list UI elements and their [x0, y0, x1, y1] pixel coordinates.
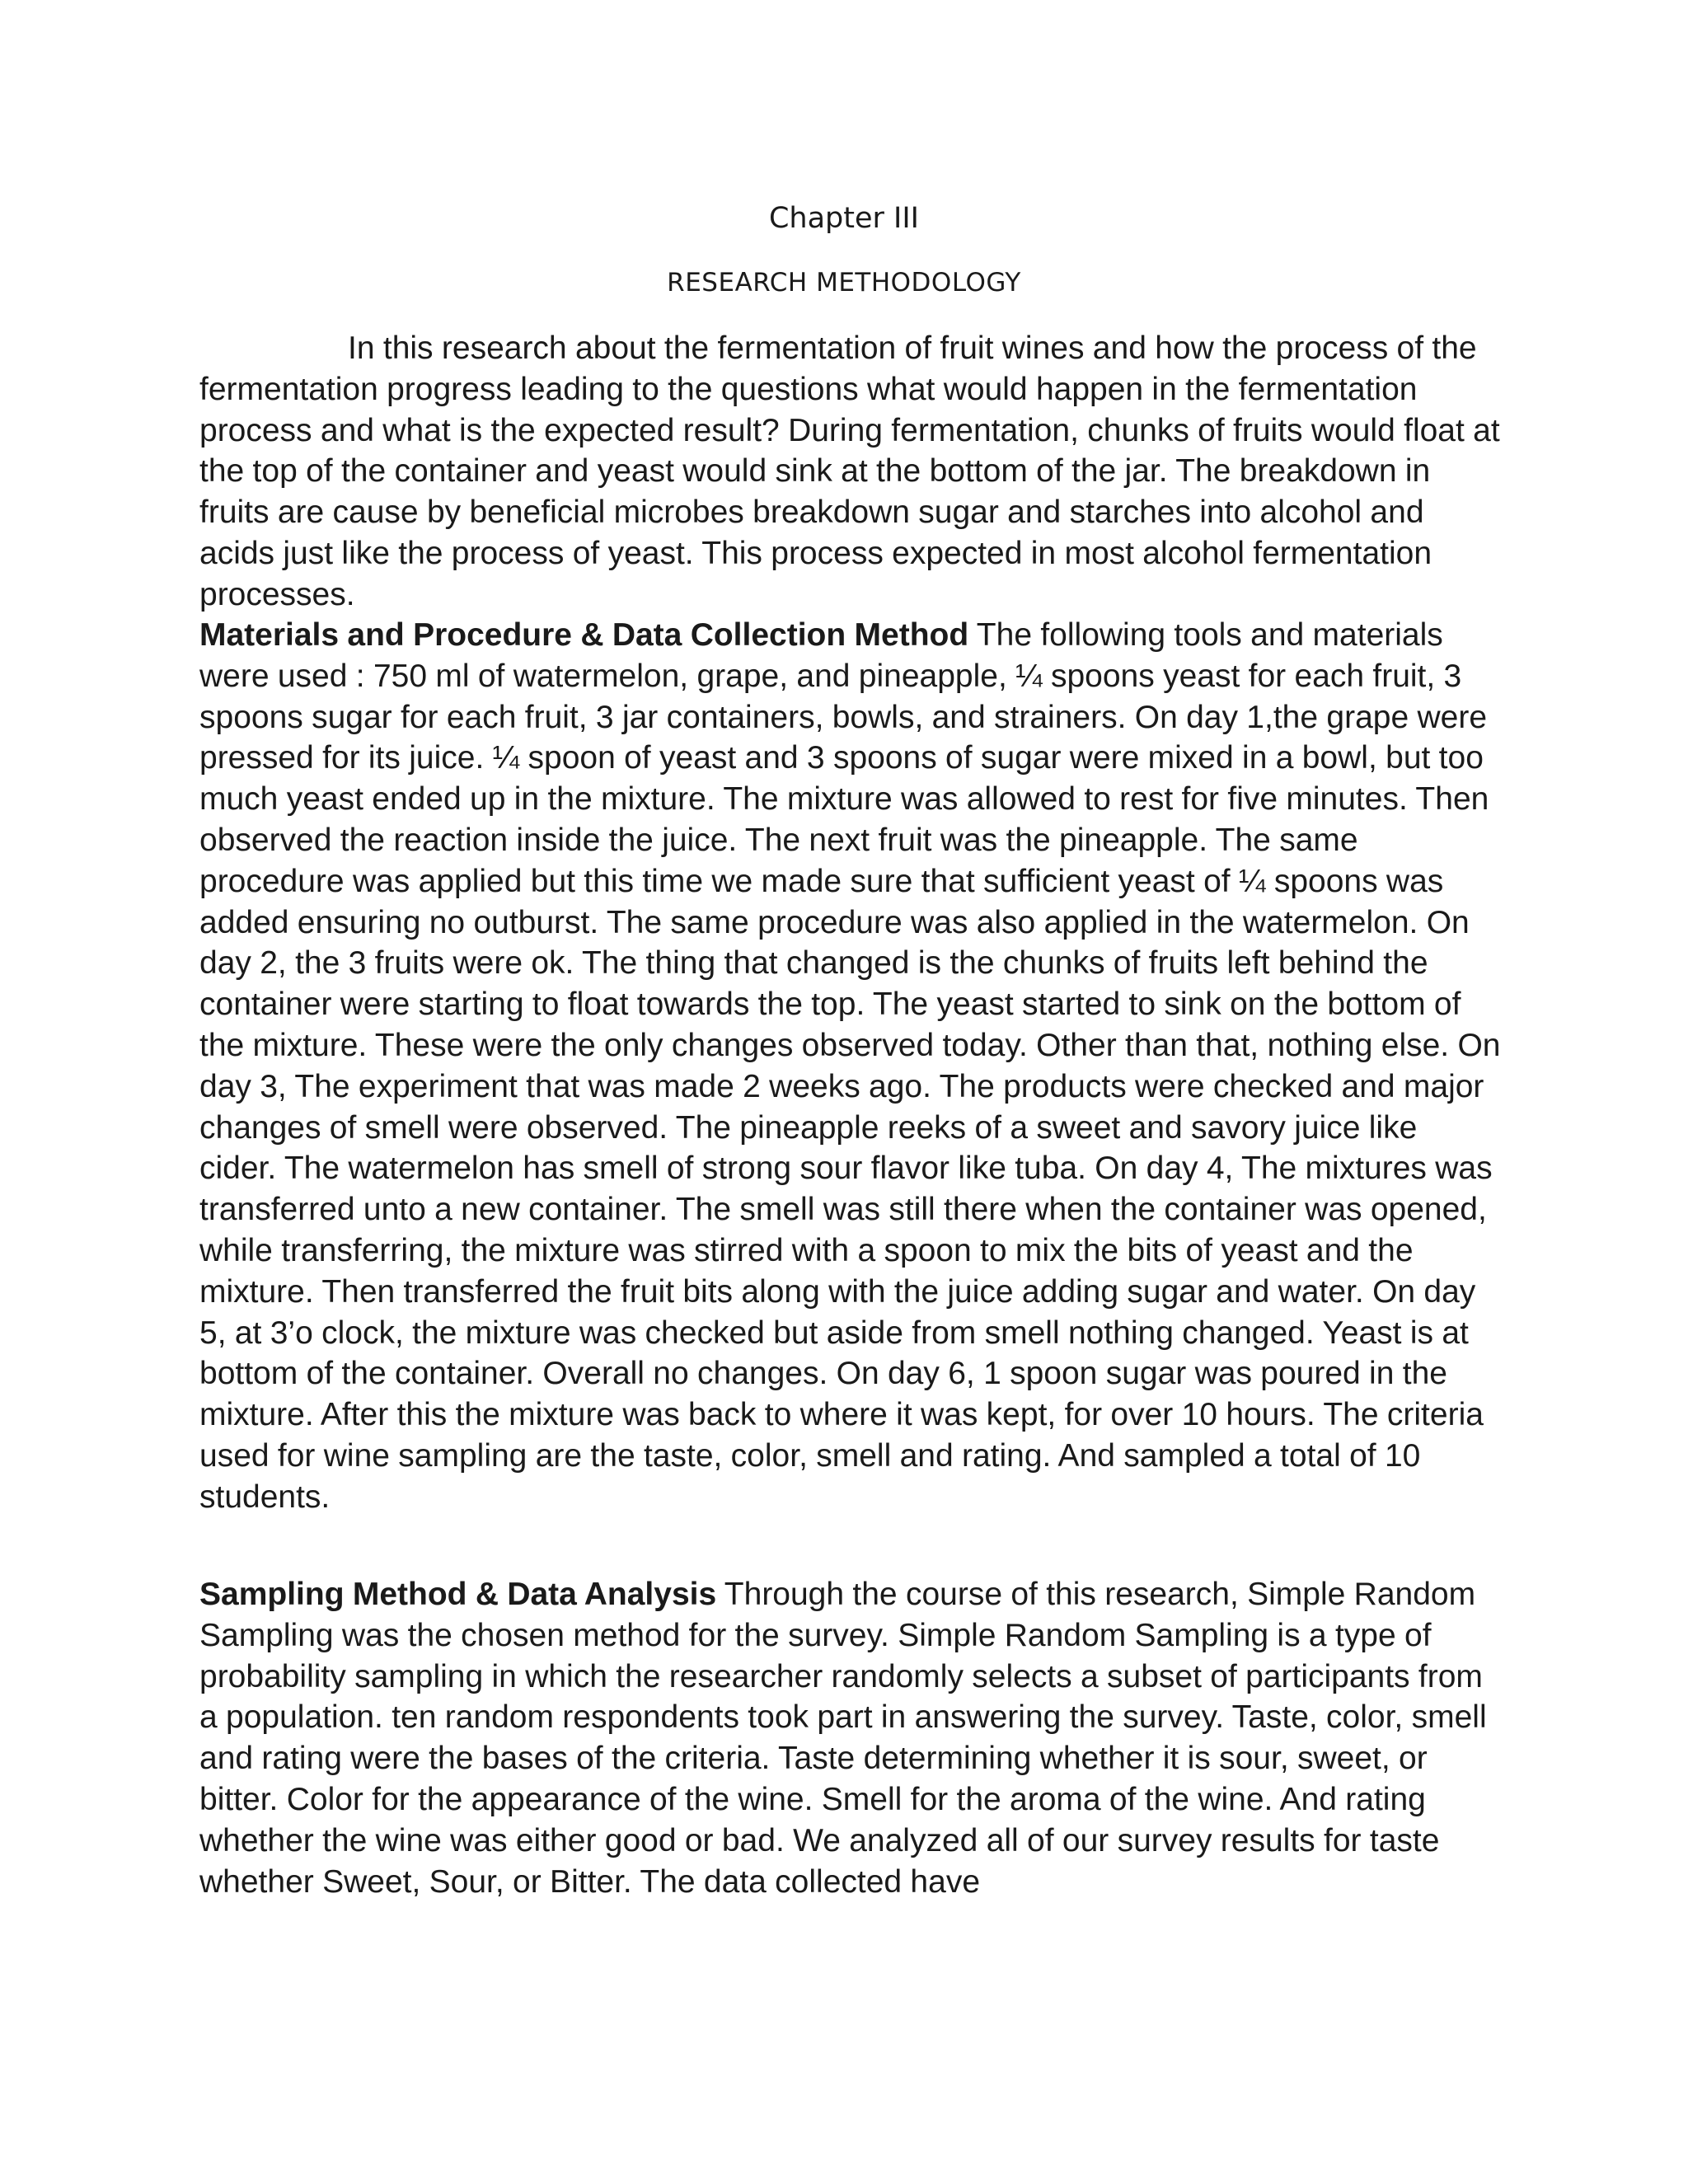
intro-paragraph: In this research about the fermentation of fruit wines and how the process of the fermentation progress leading to the questions what would happen in the fermentation process and what is the expected result? During fermentation, chunks of fruits would float at the top of the container and yeast would sink at the bottom of the jar. The breakdown in fruits are cause by beneficial microbes breakdown sugar and starches into alcohol and acids just like the process of yeast. This process expected in most alcohol fermentation processes.: [199, 330, 1500, 612]
sampling-paragraph: [199, 1574, 1502, 1902]
section-title: RESEARCH METHODOLOGY: [667, 268, 1021, 298]
chapter-title: Chapter III: [768, 202, 920, 235]
materials-heading: Materials and Procedure & Data Collection Method: [199, 617, 969, 653]
materials-text: The following tools and materials were used : 750 ml of watermelon, grape, and pineapple, ¼ spoons yeast for each fruit, 3 spoons sugar for each fruit, 3 jar containers, bowls, and strainers. On day 1,the grape were pressed for its juice. ¼ spoon of yeast and 3 spoons of sugar were mixed in a bowl, but too much yeast ended up in the mixture. The mixture was allowed to rest for five minutes. Then observed the reaction inside the juice. The next fruit was the pineapple. The same procedure was applied but this time we made sure that sufficient yeast of ¼ spoons was added ensuring no outburst. The same procedure was also applied in the watermelon. On day 2, the 3 fruits were ok. The thing that changed is the chunks of fruits left behind the container were starting to float towards the top. The yeast started to sink on the bottom of the mixture. These were the only changes observed today. Other than that, nothing else. On day 3, The experiment that was made 2 weeks ago. The products were checked and major changes of smell were observed. The pineapple reeks of a sweet and savory juice like cider. The watermelon has smell of strong sour flavor like tuba. On day 4, The mixtures was transferred unto a new container. The smell was still there when the container was opened, while transferring, the mixture was stirred with a spoon to mix the bits of yeast and the mixture. Then transferred the fruit bits along with the juice adding sugar and water. On day 5, at 3’o clock, the mixture was checked but aside from smell nothing changed. Yeast is at bottom of the container. Overall no changes. On day 6, 1 spoon sugar was poured in the mixture. After this the mixture was back to where it was kept, for over 10 hours. The criteria used for wine sampling are the taste, color, smell and rating. And sampled a total of 10 students.: [199, 617, 1501, 1515]
sampling-text: Through the course of this research, Simple Random Sampling was the chosen method for the survey. Simple Random Sampling is a type of probability sampling in which the researcher randomly selects a subset of participants from a population. ten random respondents took part in answering the survey. Taste, color, smell and rating were the bases of the criteria. Taste determining whether it is sour, sweet, or bitter. Color for the appearance of the wine. Smell for the aroma of the wine. And rating whether the wine was either good or bad. We analyzed all of our survey results for taste whether Sweet, Sour, or Bitter. The data collected have: [199, 1577, 1487, 1900]
sampling-heading: Sampling Method & Data Analysis: [199, 1577, 717, 1612]
materials-paragraph: [199, 615, 1502, 1518]
